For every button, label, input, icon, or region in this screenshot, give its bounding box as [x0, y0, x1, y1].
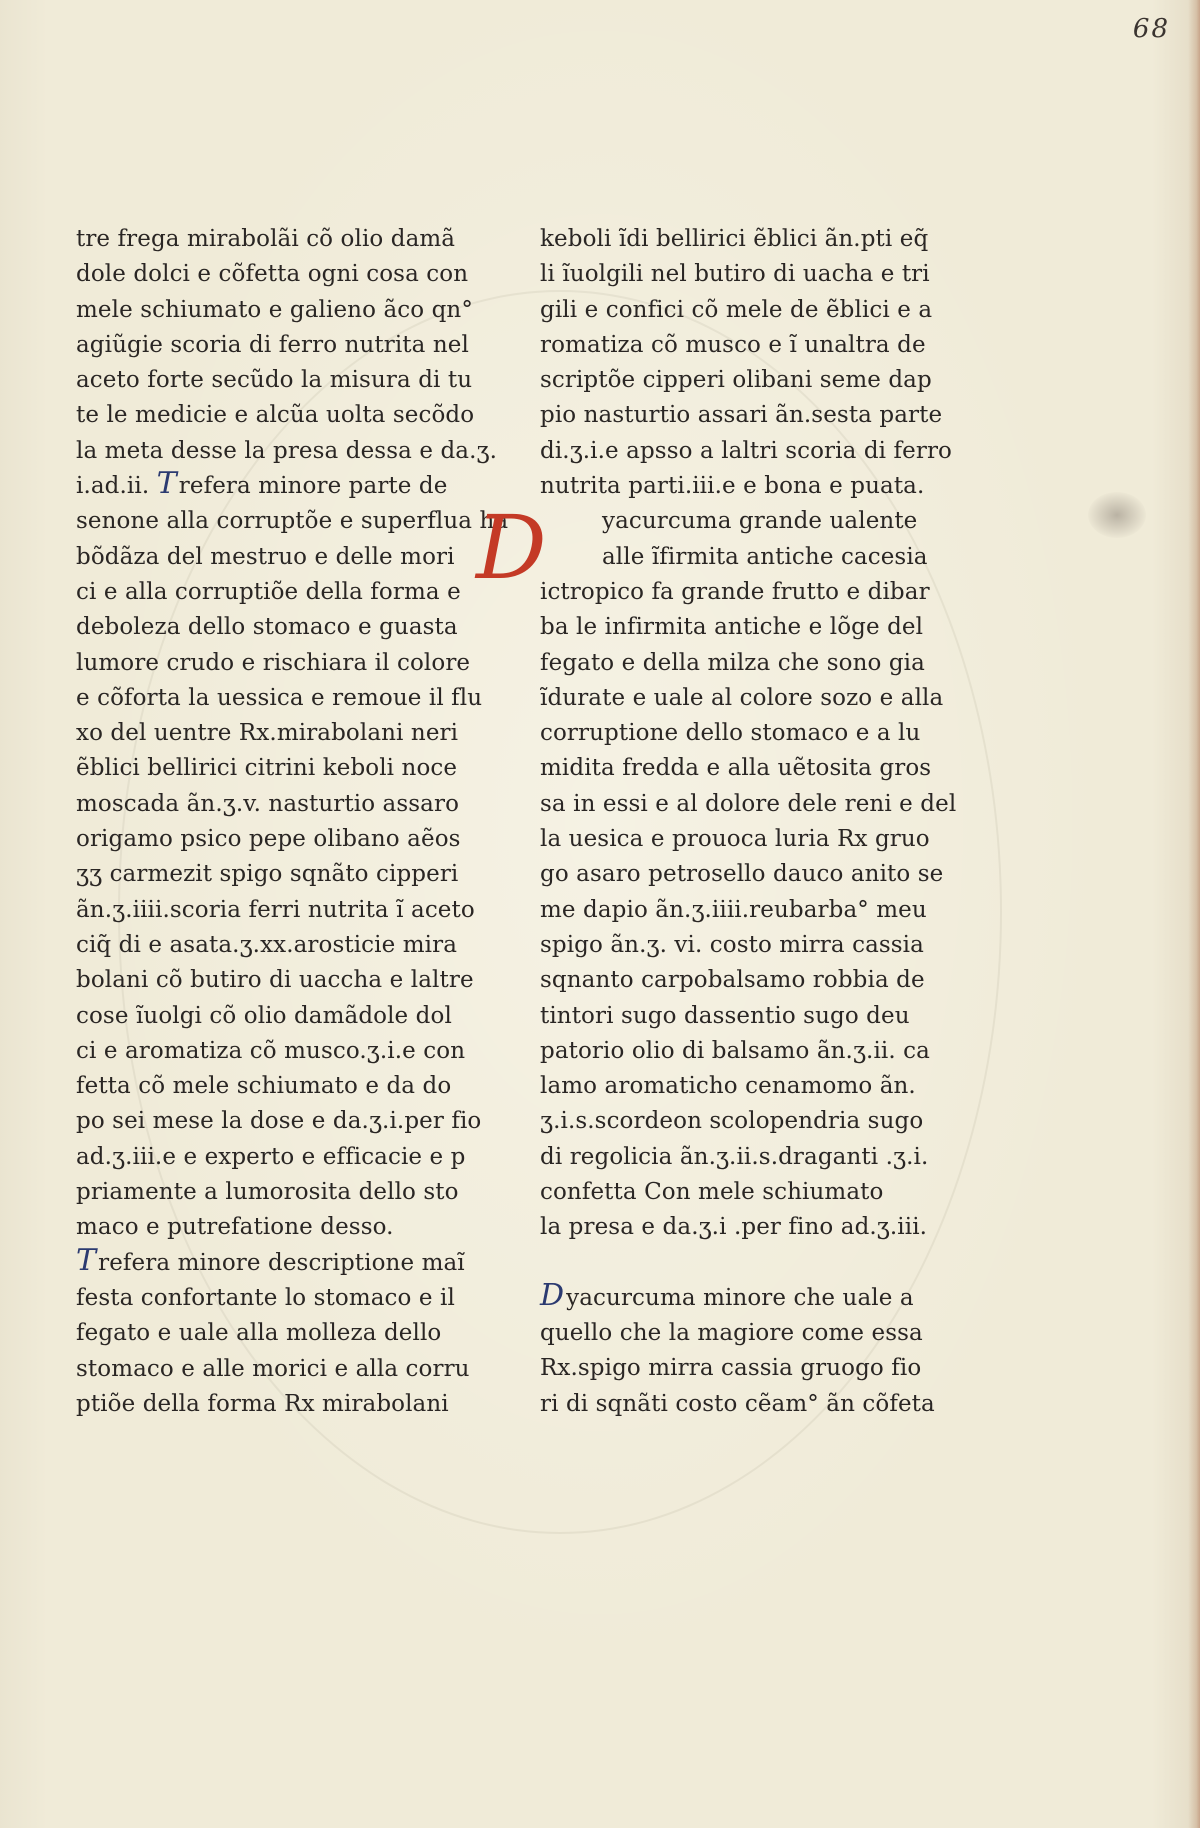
text-line: ãn.ʒ.iiii.scoria ferri nutrita ĩ aceto [76, 896, 475, 923]
text-line: la presa e da.ʒ.i .per fino ad.ʒ.iii. [540, 1214, 928, 1241]
text-line: Rx.spigo mirra cassia gruogo fio [540, 1355, 922, 1382]
ink-smudge [1088, 492, 1146, 538]
right-paragraph-3-body [540, 1316, 940, 1422]
text-line: po sei mese la dose e da.ʒ.i.per fio [76, 1108, 482, 1135]
text-line: ẽblici bellirici citrini keboli noce [76, 755, 458, 782]
text-line: li ĩuolgili nel butiro di uacha e tri [540, 261, 930, 288]
text-line: senone alla corruptõe e superflua ha [76, 508, 509, 535]
text-line: ci e aromatiza cõ musco.ʒ.i.e con [76, 1037, 466, 1064]
right-paragraph-1 [540, 222, 952, 504]
text-line: deboleza dello stomaco e guasta [76, 614, 458, 641]
text-line: ciq̃ di e asata.ʒ.xx.arosticie mira [76, 931, 458, 958]
initial-letter-t: T [156, 466, 177, 502]
text-line: di.ʒ.i.e apsso a laltri scoria di ferro [540, 437, 952, 464]
text-line: ci e alla corruptiõe della forma e [76, 578, 461, 605]
text-line: aceto forte secũdo la misura di tu [76, 367, 473, 394]
text-line: corruptione dello stomaco e a lu [540, 720, 921, 747]
text-line: cose ĩuolgi cõ olio damãdole dol [76, 1002, 452, 1029]
text-line: priamente a lumorosita dello sto [76, 1179, 459, 1206]
text-line: lumore crudo e rischiara il colore [76, 649, 471, 676]
initial-letter-d: D [540, 1277, 565, 1313]
text-line: tre frega mirabolãi cõ olio damã [76, 226, 456, 252]
text-line: dole dolci e cõfetta ogni cosa con [76, 261, 469, 288]
text-line: di regolicia ãn.ʒ.ii.s.draganti .ʒ.i. [540, 1143, 929, 1170]
right-paragraph-3 [540, 1277, 940, 1316]
text-line: agiũgie scoria di ferro nutrita nel [76, 331, 469, 358]
indented-lines [540, 504, 940, 575]
text-line: tintori sugo dassentio sugo deu [540, 1002, 910, 1029]
text-line: pio nasturtio assari ãn.sesta parte [540, 402, 943, 429]
text-line: mele schiumato e galieno ãco qn° [76, 296, 473, 323]
text-line: moscada ãn.ʒ.v. nasturtio assaro [76, 790, 460, 817]
text-line: ĩdurate e uale al colore sozo e alla [540, 684, 944, 711]
text-line: sqnanto carpobalsamo robbia de [540, 967, 925, 994]
text-line: la meta desse la presa dessa e da.ʒ. [76, 437, 497, 464]
text-line: gili e confici cõ mele de ẽblici e a [540, 296, 933, 323]
text-line: fegato e uale alla molleza dello [76, 1320, 442, 1347]
text-line: ptiõe della forma Rx mirabolani [76, 1390, 449, 1417]
text-line: refera minore parte de [178, 473, 448, 500]
text-line [76, 466, 476, 504]
text-line: lamo aromaticho cenamomo ãn. [540, 1073, 916, 1100]
text-line: spigo ãn.ʒ. vi. costo mirra cassia [540, 931, 924, 958]
text-line: xo del uentre Rx.mirabolani neri [76, 720, 459, 747]
text-line: festa confortante lo stomaco e il [76, 1284, 455, 1311]
text-line: ʒʒ carmezit spigo sqnãto cipperi [76, 861, 459, 888]
left-column [76, 222, 509, 1422]
text-line: ad.ʒ.iii.e e experto e efficacie e p [76, 1143, 466, 1170]
text-line: refera minore descriptione maĩ [98, 1249, 465, 1276]
text-line: te le medicie e alcũa uolta secõdo [76, 402, 475, 429]
text-line: ictropico fa grande frutto e dibar [540, 578, 930, 605]
text-line: bõdãza del mestruo e delle mori [76, 543, 455, 570]
text-line: origamo psico pepe olibano aẽos [76, 826, 461, 853]
text-line: nutrita parti.iii.e e bona e puata. [540, 473, 925, 500]
text-line: yacurcuma minore che uale a [566, 1284, 914, 1311]
text-line: quello che la magiore come essa [540, 1319, 923, 1346]
text-line: fegato e della milza che sono gia [540, 649, 925, 676]
left-paragraph-3-body [76, 1281, 476, 1422]
text-line: ri di sqnãti costo cẽam° ãn cõfeta [540, 1390, 935, 1417]
initial-letter-t: T [76, 1242, 97, 1278]
text-line: alle ĩfirmita antiche cacesia [602, 543, 928, 570]
left-paragraph-2 [76, 466, 476, 504]
text-line: patorio olio di balsamo ãn.ʒ.ii. ca [540, 1037, 930, 1064]
text-line: la uesica e prouoca luria Rx gruo [540, 826, 930, 853]
right-column [476, 222, 957, 1422]
right-paragraph-2-body [540, 575, 957, 1246]
paragraph-gap [540, 1246, 940, 1281]
text-line: me dapio ãn.ʒ.iiii.reubarba° meu [540, 896, 927, 923]
text-line: maco e putrefatione desso. [76, 1214, 394, 1241]
left-paragraph-1 [76, 222, 497, 469]
text-line: midita fredda e alla uẽtosita gros [540, 755, 932, 782]
text-line: scriptõe cipperi olibani seme dap [540, 367, 932, 394]
text-line: yacurcuma grande ualente [602, 508, 918, 535]
text-line: sa in essi e al dolore dele reni e del [540, 790, 957, 817]
text-line [540, 1277, 940, 1316]
text-line: keboli ĩdi bellirici ẽblici ãn.pti eq̃ [540, 226, 929, 252]
left-paragraph-3 [76, 1242, 476, 1281]
text-line: romatiza cõ musco e ĩ unaltra de [540, 331, 926, 358]
left-paragraph-2-body [76, 504, 509, 1245]
text-line: ba le infirmita antiche e lõge del [540, 614, 924, 641]
text-line [76, 1242, 476, 1281]
text-line: confetta Con mele schiumato [540, 1179, 884, 1206]
page-edge-stain [1188, 0, 1200, 1828]
folio-number: 68 [1132, 14, 1170, 44]
text-line: ʒ.i.s.scordeon scolopendria sugo [540, 1108, 924, 1135]
text-line: bolani cõ butiro di uaccha e laltre [76, 967, 474, 994]
text-line: e cõforta la uessica e remoue il flu [76, 684, 483, 711]
text-line: stomaco e alle morici e alla corru [76, 1355, 470, 1382]
text-line: fetta cõ mele schiumato e da do [76, 1073, 452, 1100]
initial-letter-d-red: D [476, 496, 547, 600]
text-line: go asaro petrosello dauco anito se [540, 861, 944, 888]
left-p1-tail: i.ad.ii. [76, 473, 150, 500]
